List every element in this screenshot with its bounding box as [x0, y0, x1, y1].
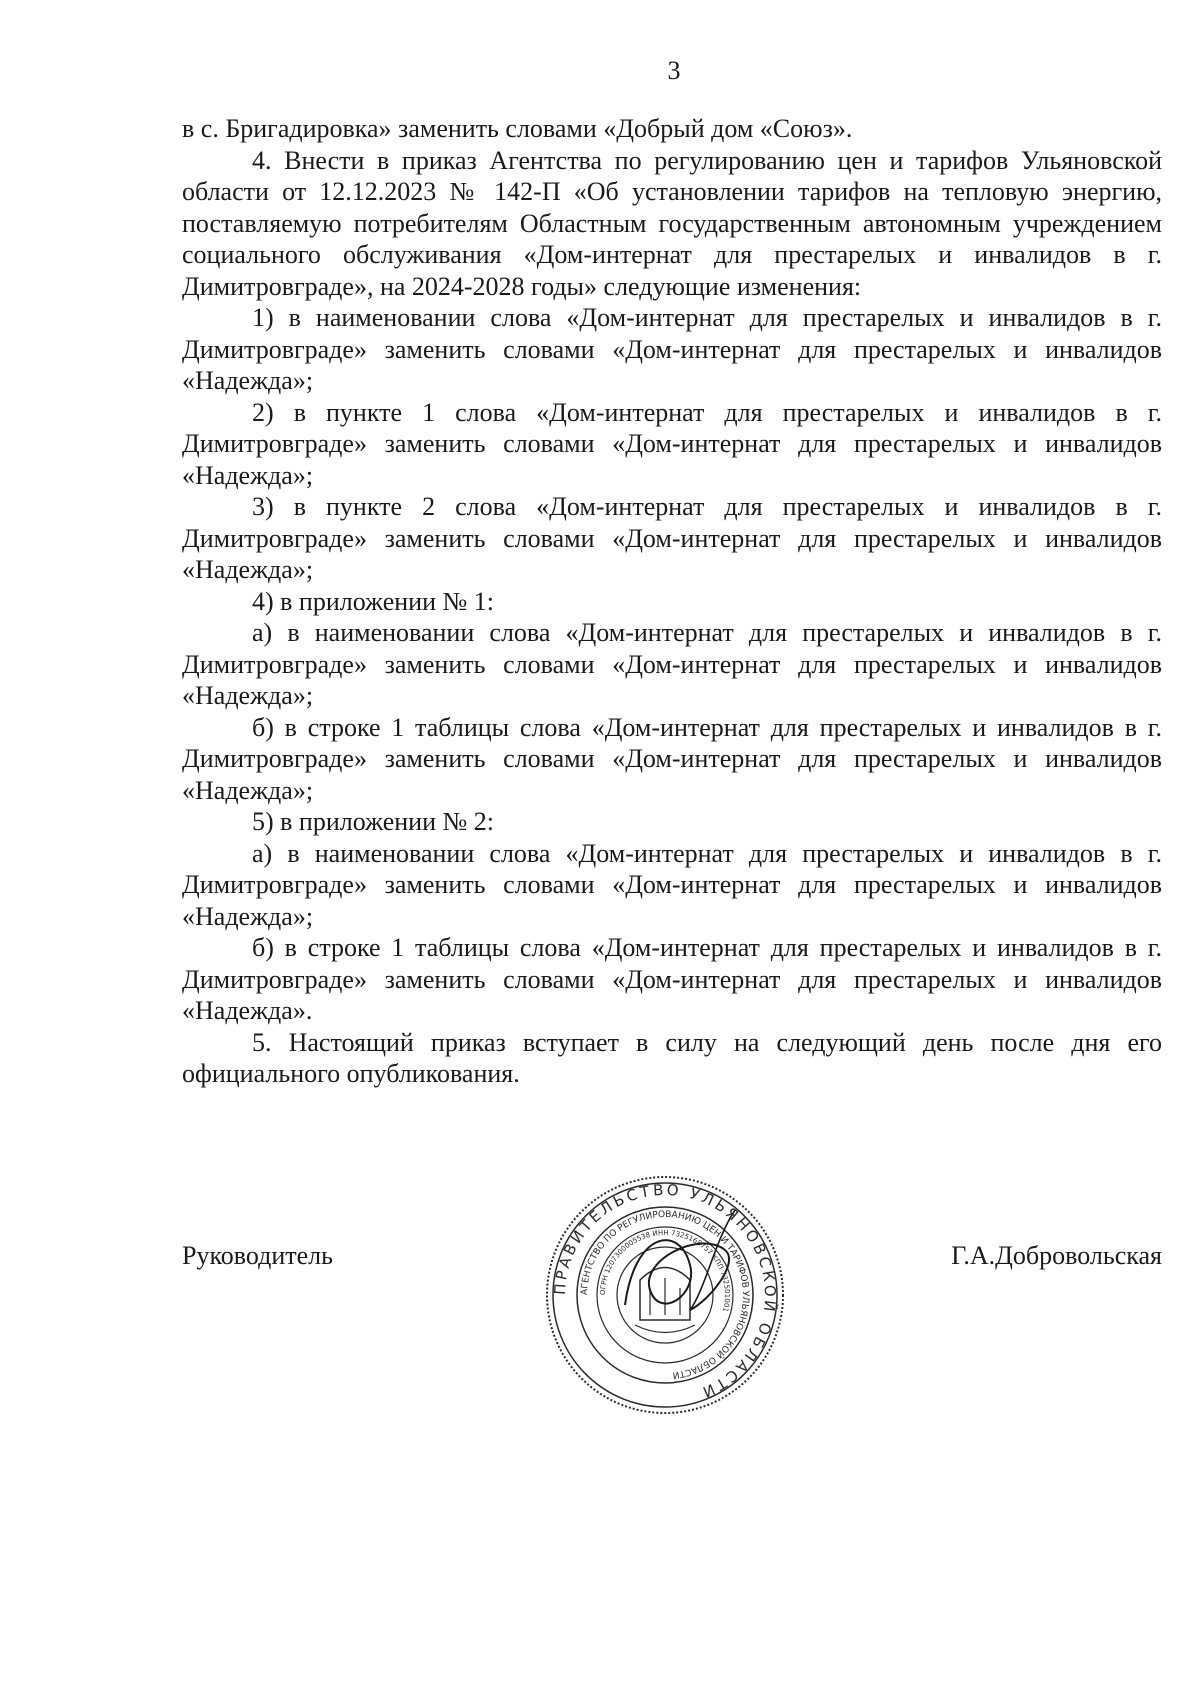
paragraph: а) в наименовании слова «Дом-интернат для престарелых и инвалидов в г. Димитровграде» заменить словами «Дом-интернат для престарелых и инвалидов «Надежда»;: [182, 618, 1162, 710]
official-seal-stamp: [540, 1170, 790, 1420]
paragraph: 1) в наименовании слова «Дом-интернат для престарелых и инвалидов в г. Димитровграде» заменить словами «Дом-интернат для престарелых и инвалидов «Надежда»;: [182, 303, 1162, 395]
seal-inner-text: АГЕНТСТВО ПО РЕГУЛИРОВАНИЮ ЦЕН И ТАРИФОВ УЛЬЯНОВСКОЙ ОБЛАСТИ: [579, 1209, 751, 1380]
signatory-position: Руководитель: [182, 1241, 333, 1270]
paragraph: 4. Внести в приказ Агентства по регулированию цен и тарифов Ульяновской области от 12.12.2023 № 142-П «Об установлении тарифов на тепловую энергию, поставляемую потребителям Областным государственным автономным учреждением социального обслуживания «Дом-интернат для престарелых и инвалидов в г. Димитровграде», на 2024-2028 годы» следующие изменения:: [182, 145, 1162, 301]
paragraph: 4) в приложении № 1:: [252, 586, 495, 616]
paragraph: б) в строке 1 таблицы слова «Дом-интернат для престарелых и инвалидов в г. Димитровграде» заменить словами «Дом-интернат для престарелых и инвалидов «Надежда».: [182, 933, 1162, 1025]
paragraph: 3) в пункте 2 слова «Дом-интернат для престарелых и инвалидов в г. Димитровграде» заменить словами «Дом-интернат для престарелых и инвалидов «Надежда»;: [182, 492, 1162, 584]
paragraph: 5) в приложении № 2:: [252, 807, 495, 836]
page-number: 3: [667, 56, 681, 85]
seal-graphic: [540, 1170, 790, 1420]
paragraph: 5. Настоящий приказ вступает в силу на следующий день после дня его официального опубликования.: [182, 1027, 1162, 1088]
seal-outer-text: ПРАВИТЕЛЬСТВО УЛЬЯНОВСКОЙ ОБЛАСТИ: [550, 1180, 780, 1403]
signatory-name: Г.А.Добровольская: [951, 1241, 1162, 1270]
paragraph: б) в строке 1 таблицы слова «Дом-интернат для престарелых и инвалидов в г. Димитровграде» заменить словами «Дом-интернат для престарелых и инвалидов «Надежда»;: [182, 712, 1162, 805]
paragraph: в с. Бригадировка» заменить словами «Добрый дом «Союз».: [182, 114, 853, 143]
document-body: [182, 113, 1162, 1090]
paragraph: а) в наименовании слова «Дом-интернат для престарелых и инвалидов в г. Димитровграде» заменить словами «Дом-интернат для престарелых и инвалидов «Надежда»;: [182, 838, 1162, 931]
paragraph: 2) в пункте 1 слова «Дом-интернат для престарелых и инвалидов в г. Димитровграде» заменить словами «Дом-интернат для престарелых и инвалидов «Надежда»;: [182, 397, 1162, 490]
seal-ids-text: ОГРН 1207300005538 ИНН 7325168757 КПП 732501001: [598, 1228, 732, 1313]
